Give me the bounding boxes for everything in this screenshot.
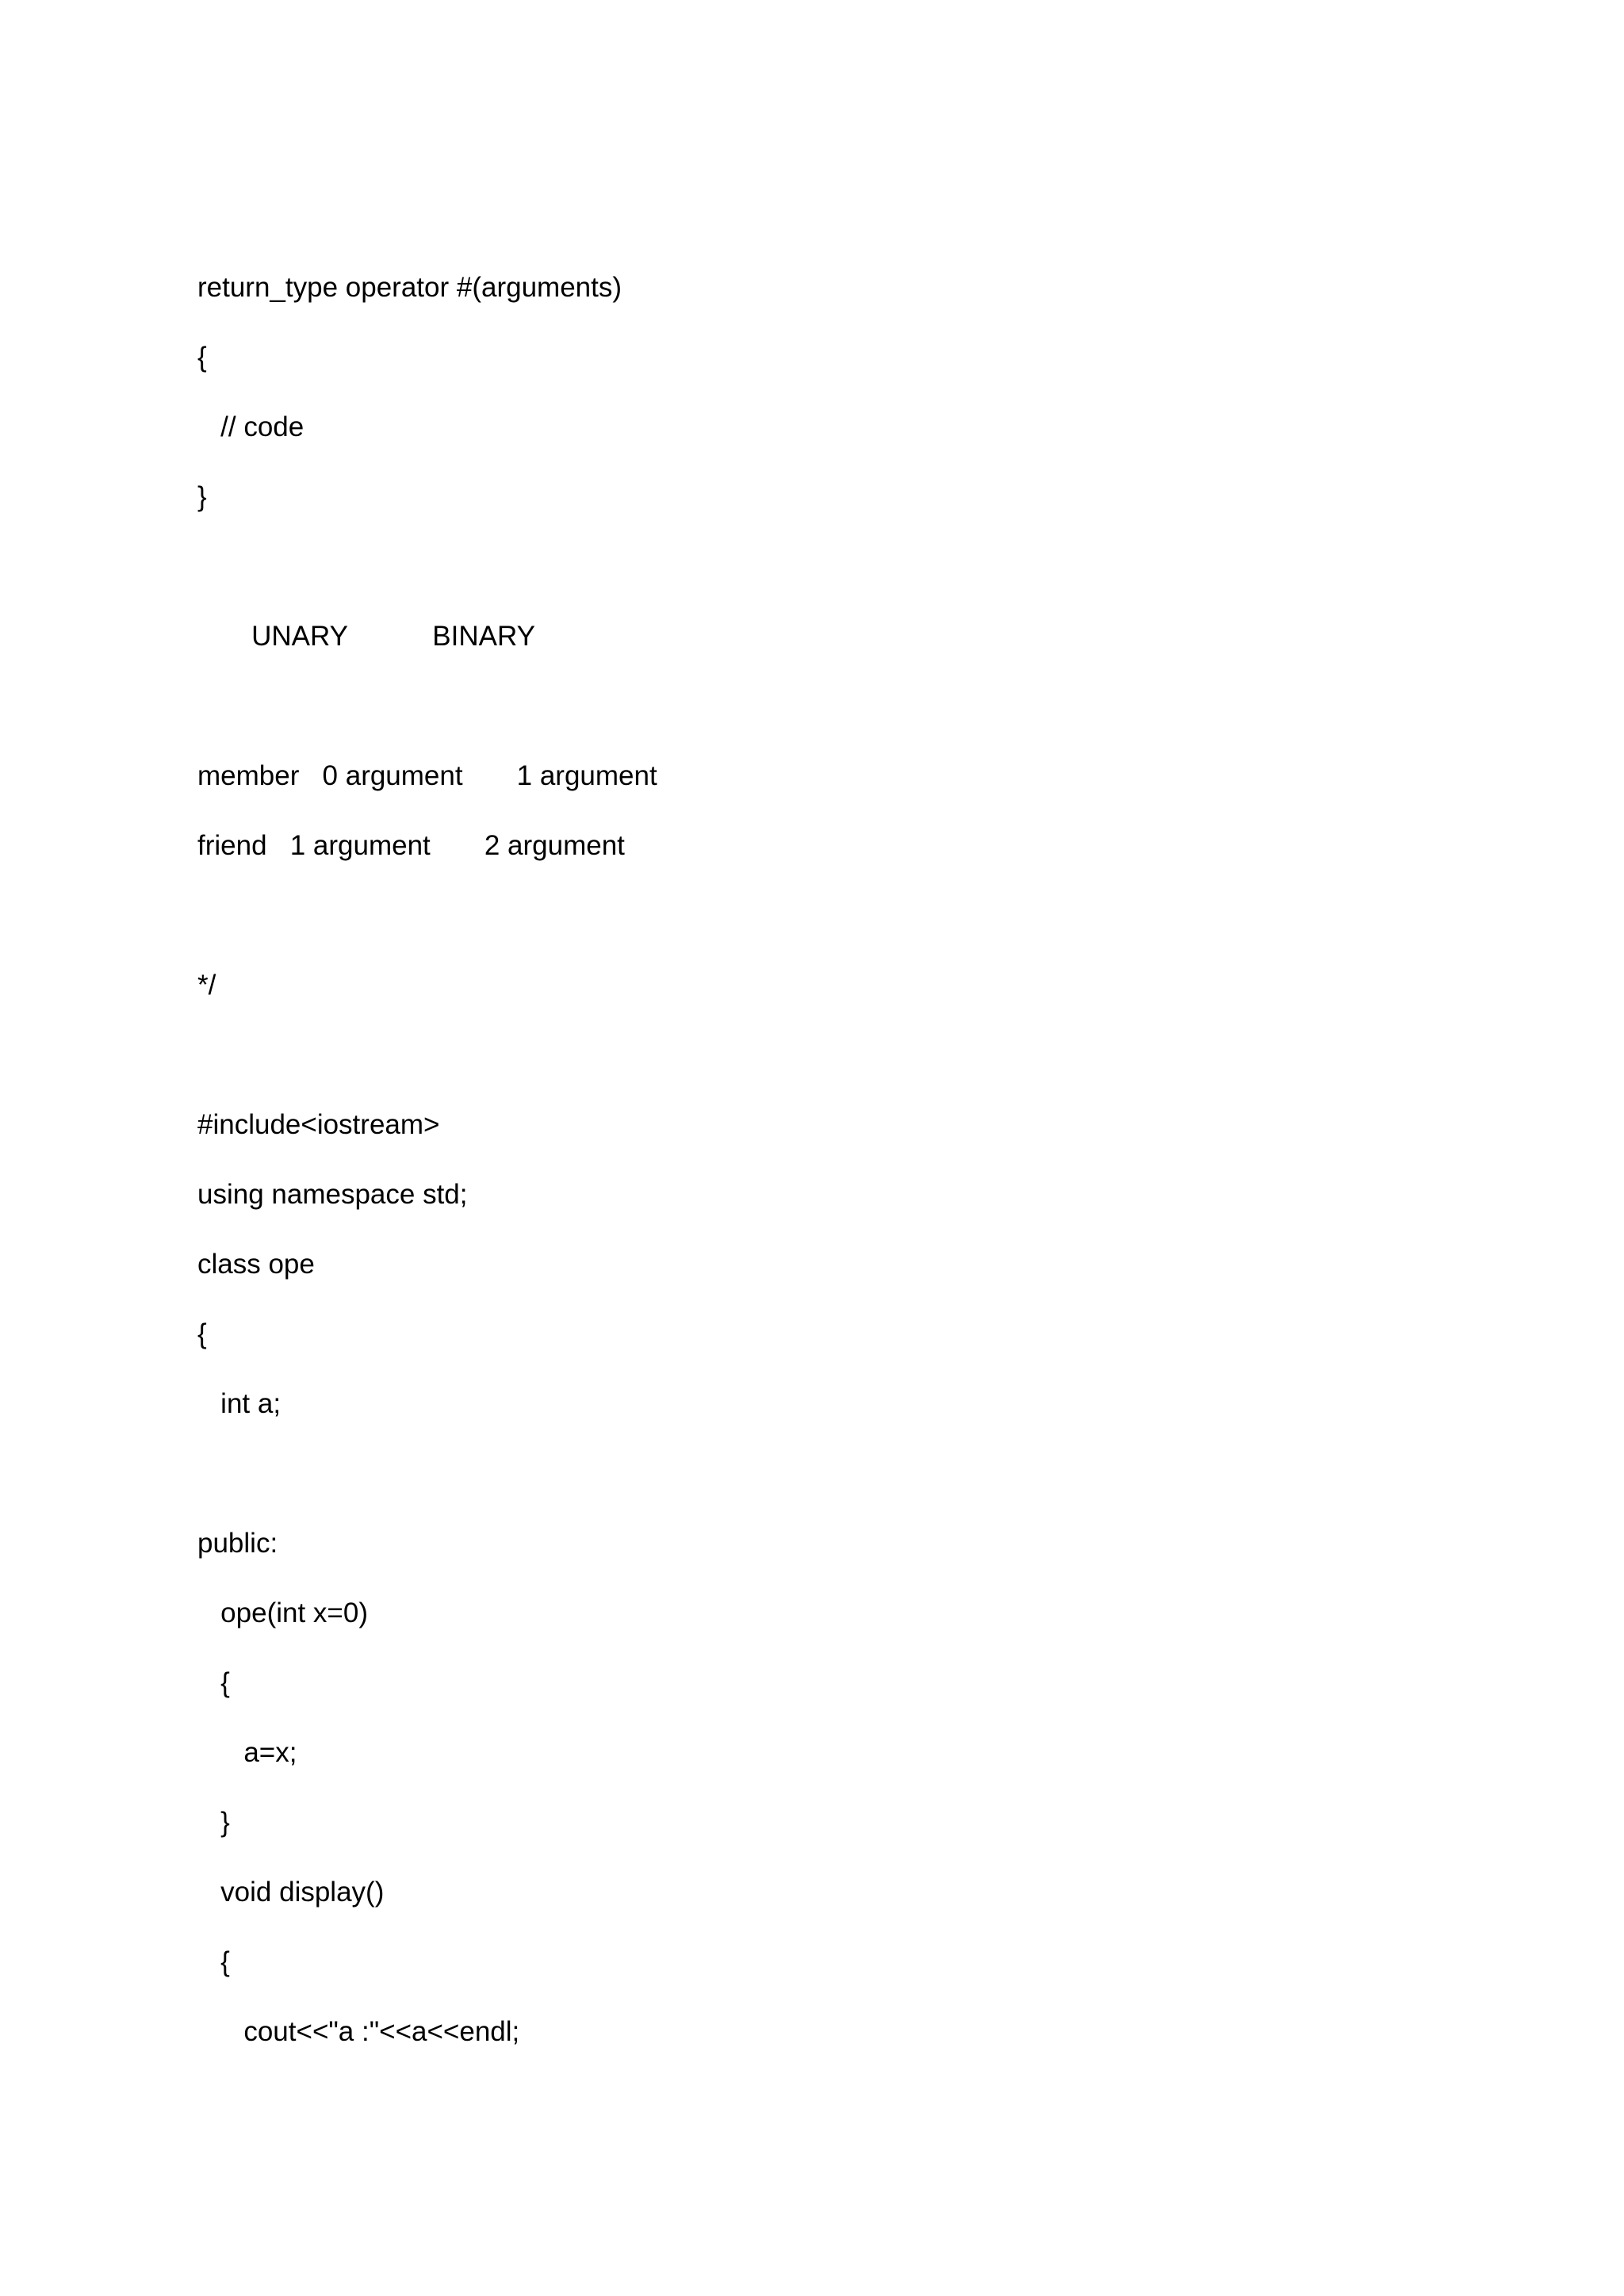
text-line: { xyxy=(197,1318,207,1349)
text-line: cout<<"a :"<<a<<endl; xyxy=(197,2016,520,2047)
blank-line xyxy=(197,683,1545,753)
code-text-body xyxy=(197,265,1545,2079)
text-line: #include<iostream> xyxy=(197,1109,440,1140)
text-line: using namespace std; xyxy=(197,1179,468,1210)
blank-line xyxy=(197,893,1545,962)
text-line: } xyxy=(197,1807,230,1838)
text-line: class ope xyxy=(197,1249,315,1280)
text-line: member 0 argument 1 argument xyxy=(197,760,657,791)
text-line: } xyxy=(197,481,207,512)
text-line: void display() xyxy=(197,1877,385,1908)
text-line: { xyxy=(197,342,207,373)
text-line: a=x; xyxy=(197,1737,297,1768)
text-line: ope(int x=0) xyxy=(197,1598,368,1628)
text-line: int a; xyxy=(197,1388,282,1419)
text-line: friend 1 argument 2 argument xyxy=(197,830,625,861)
text-line: // code xyxy=(197,411,304,442)
text-line: public: xyxy=(197,1528,278,1559)
text-line: UNARY BINARY xyxy=(197,621,535,652)
blank-line xyxy=(197,544,1545,614)
text-line: return_type operator #(arguments) xyxy=(197,272,622,303)
blank-line xyxy=(197,1451,1545,1521)
blank-line xyxy=(197,1032,1545,1102)
text-line: */ xyxy=(197,970,216,1001)
text-line: { xyxy=(197,1667,230,1698)
text-line: { xyxy=(197,1946,230,1977)
